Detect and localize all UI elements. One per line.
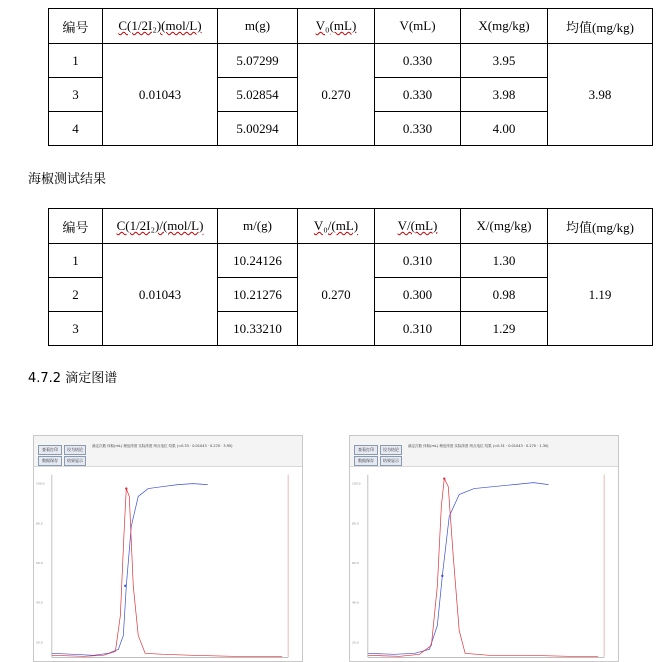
cell-x: 3.95 — [461, 44, 548, 78]
cell-x: 1.30 — [461, 244, 548, 278]
col-header-mean: 均值(mg/kg) — [548, 209, 653, 244]
titration-screenshot-right — [349, 435, 619, 662]
cell-mean: 1.19 — [548, 244, 653, 346]
cell-mass: 10.24126 — [218, 244, 298, 278]
col-header-id: 编号 — [49, 9, 103, 44]
cell-v: 0.330 — [375, 78, 461, 112]
cell-v: 0.330 — [375, 44, 461, 78]
cell-id: 3 — [49, 78, 103, 112]
results-table-2 — [48, 208, 653, 346]
cell-v: 0.300 — [375, 278, 461, 312]
col-header-v: V/(mL) — [375, 209, 461, 244]
cell-x: 3.98 — [461, 78, 548, 112]
svg-text:100.0: 100.0 — [35, 481, 45, 486]
svg-text:20.0: 20.0 — [351, 640, 359, 645]
cell-id: 2 — [49, 278, 103, 312]
cell-concentration: 0.01043 — [103, 244, 218, 346]
col-header-mean: 均值(mg/kg) — [548, 9, 653, 44]
cell-mass: 10.21276 — [218, 278, 298, 312]
cell-mean: 3.98 — [548, 44, 653, 146]
cell-v0: 0.270 — [298, 244, 375, 346]
svg-text:60.0: 60.0 — [35, 561, 43, 566]
col-header-v0: V₀(mL) — [298, 9, 375, 44]
cell-id: 1 — [49, 44, 103, 78]
software-toolbar — [34, 436, 302, 467]
table-header-row — [49, 209, 653, 244]
svg-text:100.0: 100.0 — [351, 481, 361, 486]
titration-curve-left — [34, 466, 302, 662]
cell-id: 4 — [49, 112, 103, 146]
titration-screenshot-left — [33, 435, 303, 662]
cell-x: 4.00 — [461, 112, 548, 146]
result-info-line: 滴定次数 体积(mL) 理论浓度 实际浓度 终点电位 结果 (≈0.31 · 0.01043 · 0.270 · 1.30) — [408, 444, 549, 448]
cell-mass: 5.02854 — [218, 78, 298, 112]
table-row — [49, 244, 653, 278]
cell-x: 1.29 — [461, 312, 548, 346]
cell-mass: 5.07299 — [218, 44, 298, 78]
cell-x: 0.98 — [461, 278, 548, 312]
cell-mass: 10.33210 — [218, 312, 298, 346]
results-table-1 — [48, 8, 653, 146]
cell-v: 0.310 — [375, 244, 461, 278]
col-header-v: V(mL) — [375, 9, 461, 44]
col-header-concentration: C(1/2I₂)/(mol/L) — [103, 209, 218, 244]
software-toolbar — [350, 436, 618, 467]
cell-id: 1 — [49, 244, 103, 278]
cell-v0: 0.270 — [298, 44, 375, 146]
result-info-line: 滴定次数 体积(mL) 理论浓度 实际浓度 终点电位 结果 (≈0.33 · 0.01043 · 0.270 · 3.95) — [92, 444, 233, 448]
set-result-button: 设为结论 — [64, 445, 86, 455]
view-print-button: 查看打印 — [354, 445, 378, 455]
show-result-button: 结果显示 — [64, 456, 86, 466]
save-data-button: 数据保存 — [354, 456, 378, 466]
table-header-row — [49, 9, 653, 44]
cell-v: 0.310 — [375, 312, 461, 346]
section-caption-titration: 4.7.2 滴定图谱 — [28, 371, 118, 386]
section-caption-pepper: 海椒测试结果 — [28, 172, 107, 187]
col-header-mass: m(g) — [218, 9, 298, 44]
svg-text:40.0: 40.0 — [351, 600, 359, 605]
save-data-button: 数据保存 — [38, 456, 62, 466]
titration-curve-right — [350, 466, 618, 662]
col-header-mass: m/(g) — [218, 209, 298, 244]
col-header-x: X(mg/kg) — [461, 9, 548, 44]
svg-text:80.0: 80.0 — [351, 521, 359, 526]
svg-text:40.0: 40.0 — [35, 600, 43, 605]
col-header-concentration: C(1/2I₂)(mol/L) — [103, 9, 218, 44]
svg-text:60.0: 60.0 — [351, 561, 359, 566]
svg-text:20.0: 20.0 — [35, 640, 43, 645]
col-header-v0: V₀/(mL) — [298, 209, 375, 244]
cell-v: 0.330 — [375, 112, 461, 146]
show-result-button: 结果显示 — [380, 456, 402, 466]
svg-text:80.0: 80.0 — [35, 521, 43, 526]
set-result-button: 设为结论 — [380, 445, 402, 455]
cell-mass: 5.00294 — [218, 112, 298, 146]
col-header-x: X/(mg/kg) — [461, 209, 548, 244]
view-print-button: 查看打印 — [38, 445, 62, 455]
table-row — [49, 44, 653, 78]
cell-id: 3 — [49, 312, 103, 346]
cell-concentration: 0.01043 — [103, 44, 218, 146]
col-header-id: 编号 — [49, 209, 103, 244]
